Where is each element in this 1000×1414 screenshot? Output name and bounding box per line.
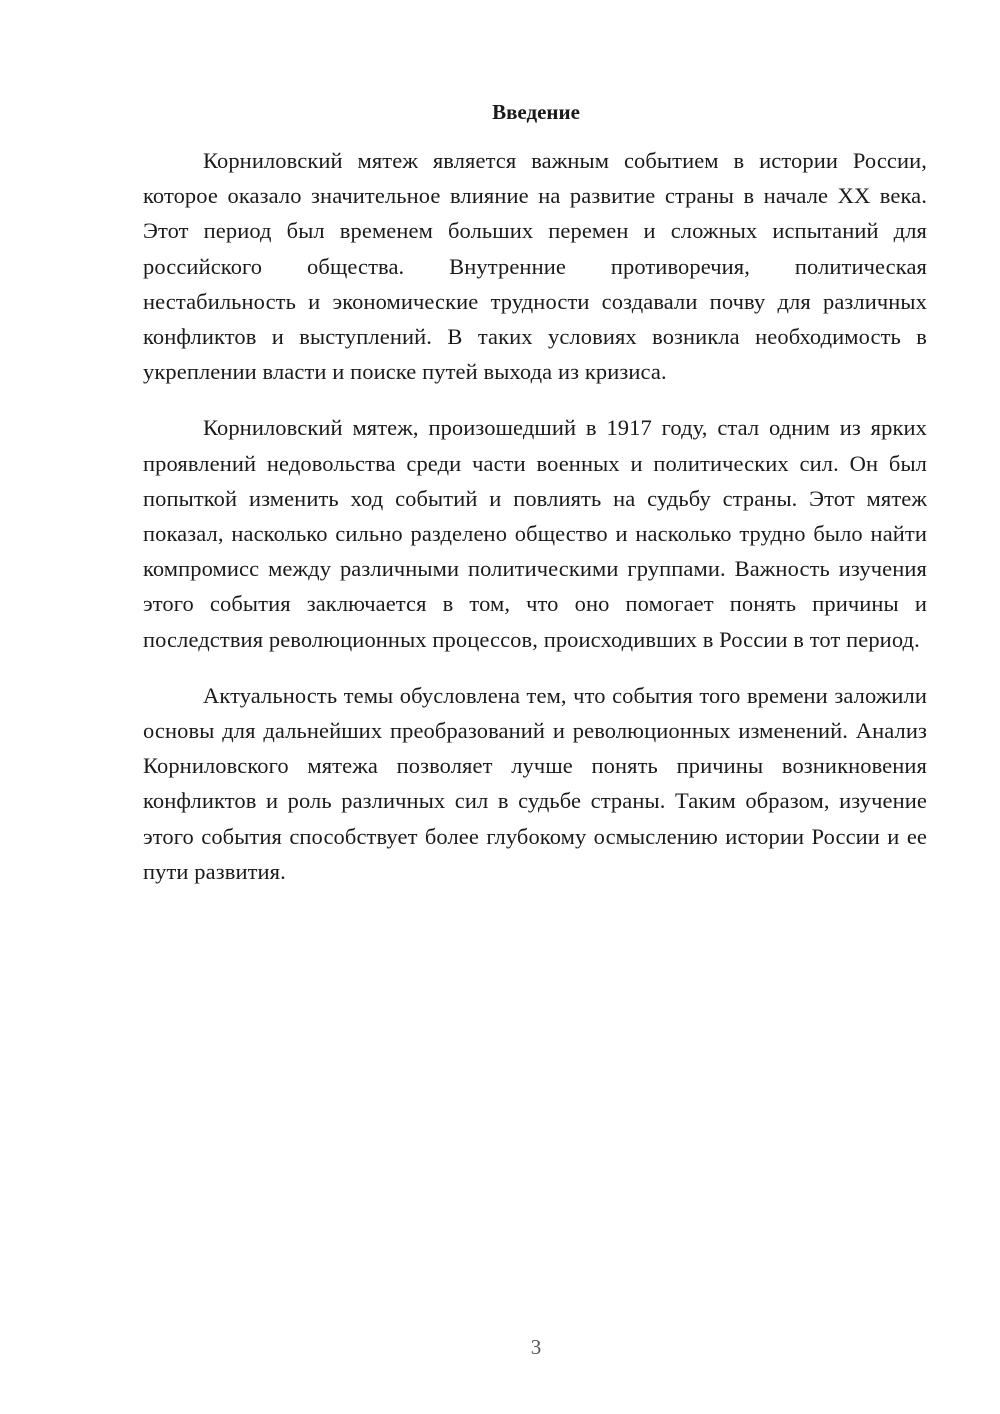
paragraph-1: Корниловский мятеж является важным событием в истории России, которое оказало значительное влияние на развитие страны в начале XX века. Этот период был временем больших перемен и сложных испытаний для российского общества. Внутренние противоречия, политическая нестабильность и экономические трудности создавали почву для различных конфликтов и выступлений. В таких условиях возникла необходимость в укреплении власти и поиске путей выхода из кризиса.: [143, 148, 927, 385]
paragraph-3: Актуальность темы обусловлена тем, что события того времени заложили основы для дальнейших преобразований и революционных изменений. Анализ Корниловского мятежа позволяет лучше понять причины возникновения конфликтов и роль различных сил в судьбе страны. Таким образом, изучение этого события способствует более глубокому осмыслению истории России и ее пути развития.: [143, 682, 927, 884]
document-body: [143, 143, 927, 889]
paragraph-2: Корниловский мятеж, произошедший в 1917 году, стал одним из ярких проявлений недовольства среди части военных и политических сил. Он был попыткой изменить ход событий и повлиять на судьбу страны. Этот мятеж показал, насколько сильно разделено общество и насколько трудно было найти компромисс между различными политическими группами. Важность изучения этого события заключается в том, что оно помогает понять причины и последствия революционных процессов, происходивших в России в тот период.: [143, 415, 927, 652]
page-number: 3: [530, 1335, 542, 1359]
section-heading: Введение: [492, 100, 580, 124]
